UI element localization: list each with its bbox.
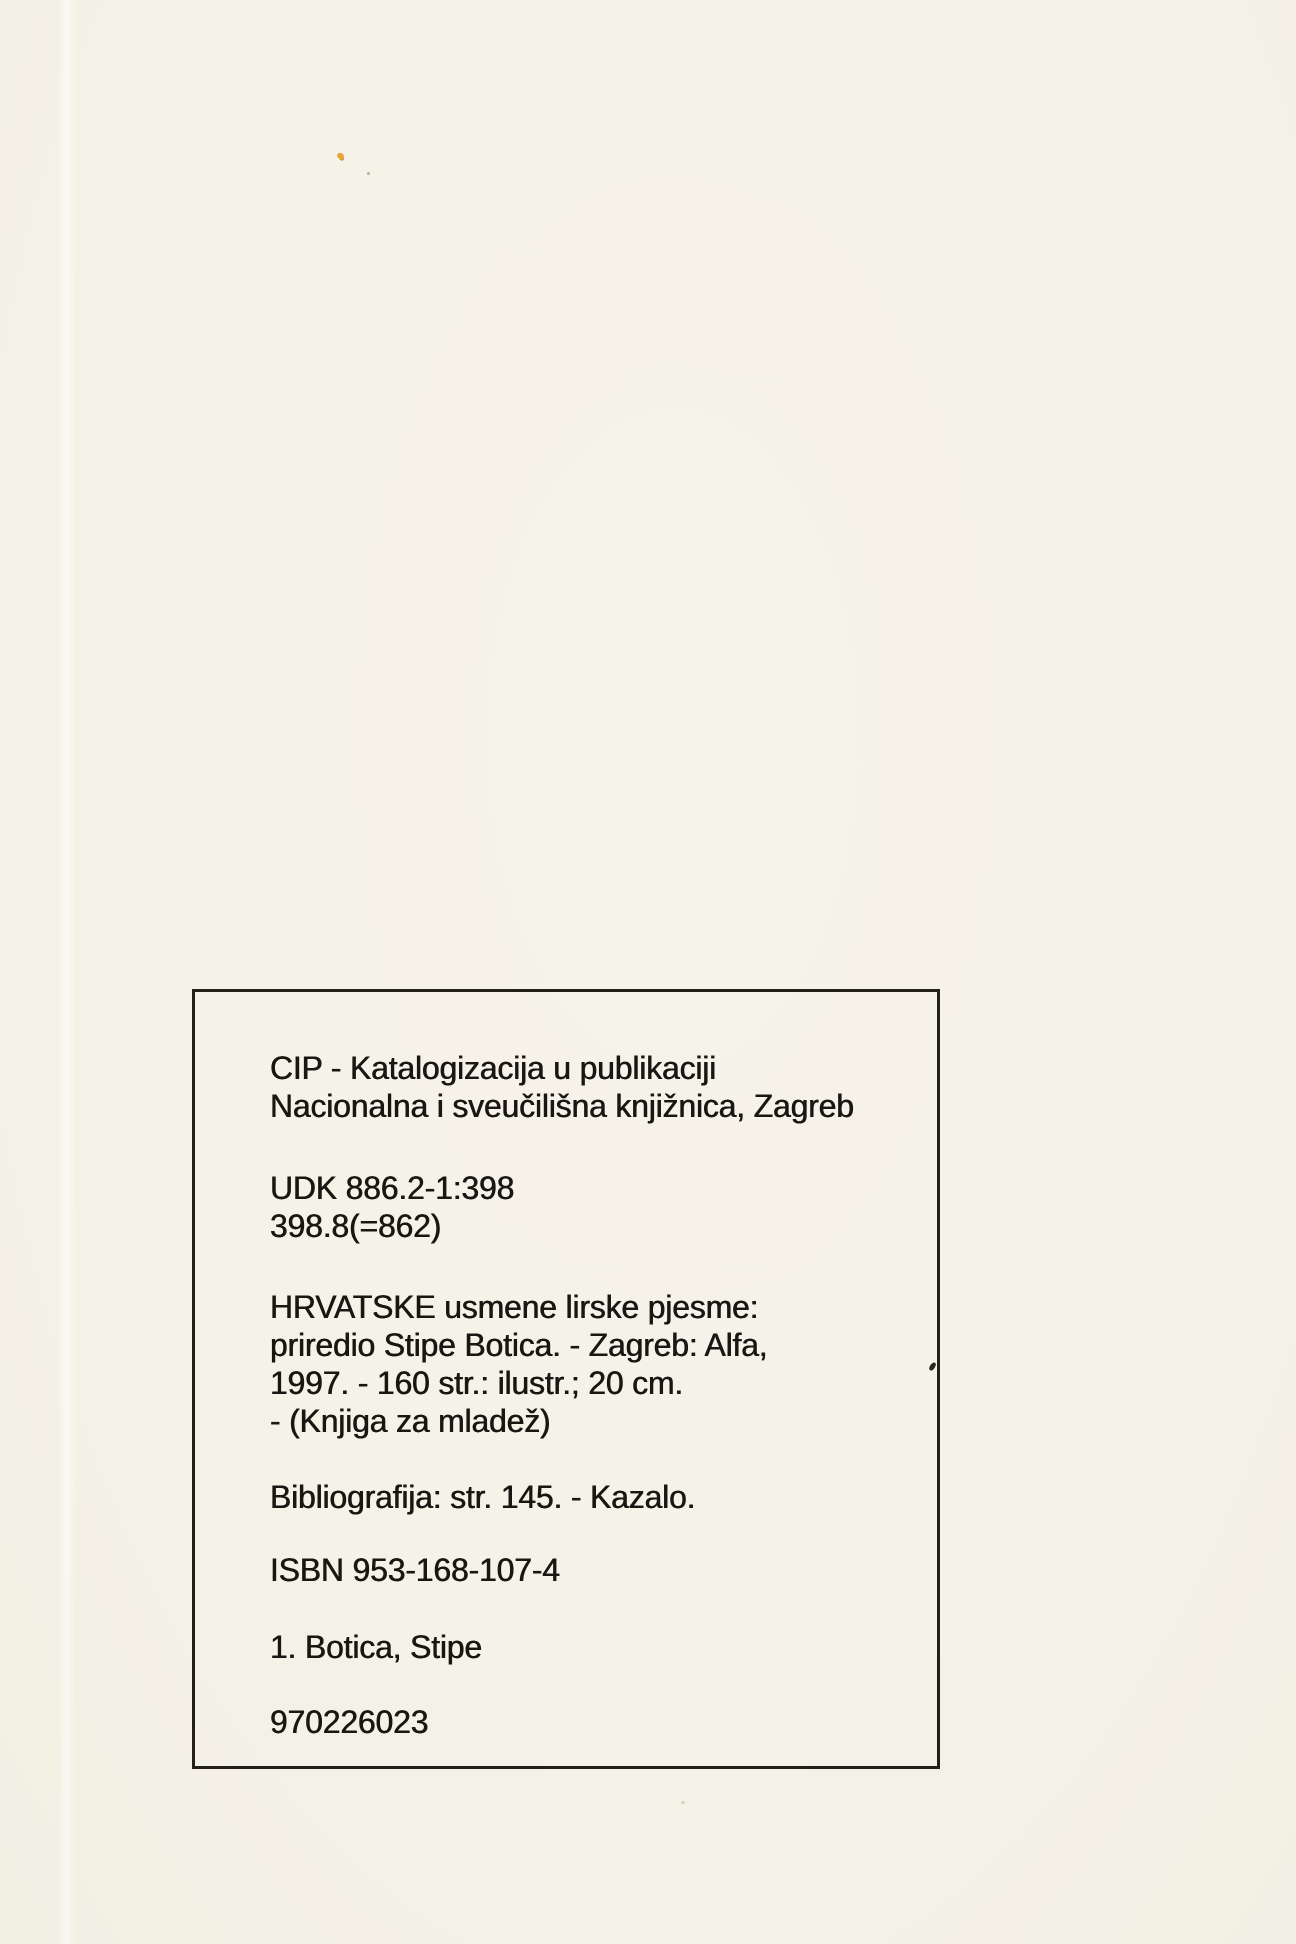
added-entry-paragraph [270,1628,919,1666]
title-statement-line: HRVATSKE usmene lirske pjesme: [270,1289,759,1325]
editor-publisher-line: priredio Stipe Botica. - Zagreb: Alfa, [270,1327,768,1363]
bibliography-note-line: Bibliografija: str. 145. - Kazalo. [270,1479,696,1515]
cip-record-box [192,989,940,1769]
udk-secondary-line: 398.8(=862) [270,1208,442,1244]
collation-line: 1997. - 160 str.: ilustr.; 20 cm. [270,1365,684,1401]
cip-library-line: Nacionalna i sveučilišna knjižnica, Zagreb [270,1088,854,1124]
udk-paragraph [270,1169,919,1245]
paper-speck-faint [681,1801,685,1804]
cip-header-paragraph [270,1049,919,1125]
bibliography-note-paragraph [270,1478,919,1516]
cip-title-line: CIP - Katalogizacija u publikaciji [270,1050,717,1086]
record-number-line: 970226023 [270,1704,429,1740]
scan-light-stripe [58,0,76,1944]
series-line: - (Knjiga za mladež) [270,1403,551,1439]
isbn-paragraph [270,1551,919,1589]
isbn-line: ISBN 953-168-107-4 [270,1552,560,1588]
paper-speck-orange [336,152,345,160]
bibliographic-description-paragraph [270,1288,919,1440]
added-entry-line: 1. Botica, Stipe [270,1629,483,1665]
paper-speck-gray [367,172,370,175]
record-number-paragraph [270,1703,919,1741]
cip-record-content [195,992,937,1741]
udk-number-line: UDK 886.2-1:398 [270,1170,515,1206]
